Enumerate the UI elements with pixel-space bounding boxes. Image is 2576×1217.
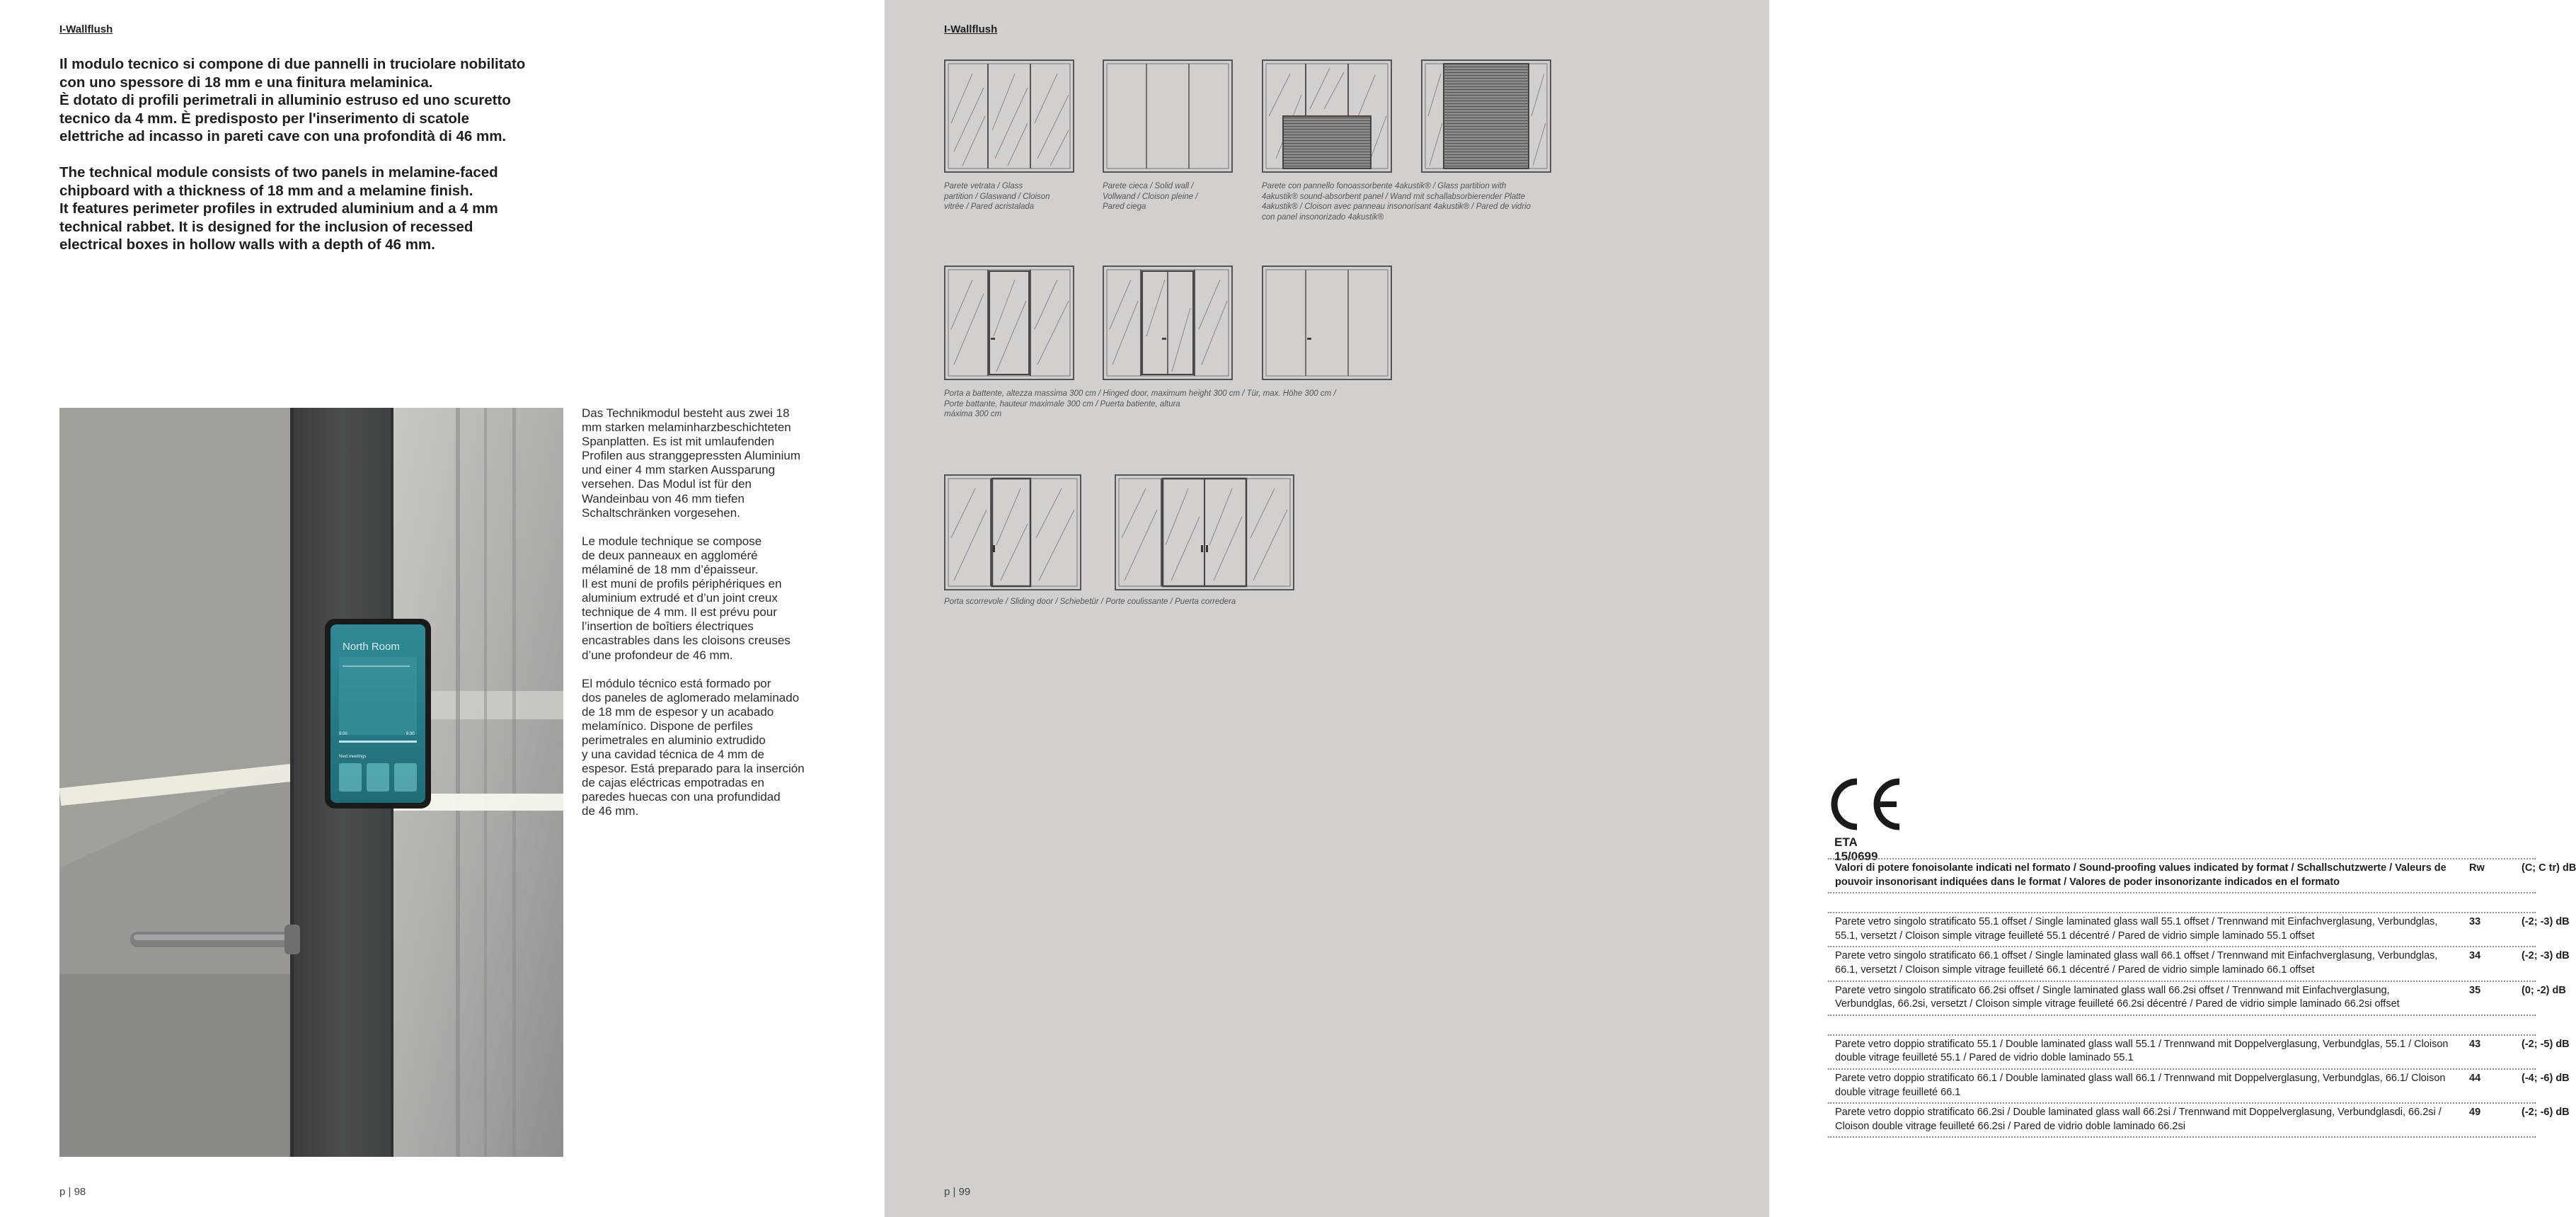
row-description: Parete vetro singolo stratificato 66.2si offset / Single laminated glass wall 66.2si offset / Trennwand mit Einfachverglasung, Verbundglas, 66.2si, versetzt / Cloison simple vitrage feuilleté 66.2si décentré / Pared de vidrio simple laminado 66.2si offset	[1835, 984, 2400, 1010]
table-row	[1828, 981, 2566, 1015]
row-description: Parete vetro singolo stratificato 55.1 offset / Single laminated glass wall 55.1 offset / Trennwand mit Einfachverglasung, Verbundglas, 55.1, versetzt / Cloison simple vitrage feuilleté 55.1 décentré / Pared de vidrio simple laminado 55.1 offset	[1835, 916, 2438, 942]
right-page	[885, 0, 2576, 1217]
body-german: Das Technikmodul besteht aus zwei 18 mm starken melaminharzbeschichteten Spanplatten. Es ist mit umlaufenden Profilen aus stranggepressten Aluminium und einer 4 mm starken Aussparung versehen. Das Modul ist für den Wandeinbau von 46 mm tiefen Schaltschränken vorgesehen.	[582, 406, 800, 520]
hinged-door-solid-drawing	[1262, 265, 1392, 380]
row-rw: 33	[2469, 916, 2481, 928]
row-c: (-2; -5) dB	[2522, 1038, 2570, 1050]
row-description: Parete vetro doppio stratificato 66.1 / Double laminated glass wall 66.1 / Trennwand mit Doppelverglasung, Verbundglas, 66.1/ Cloison double vitrage feuilleté 66.1	[1835, 1072, 2446, 1098]
multilingual-body	[582, 406, 836, 833]
row-description: Parete vetro doppio stratificato 66.2si / Double laminated glass wall 66.2si / Trennwand mit Doppelverglasung, Verbundglasdi, 66.2si / Cloison double vitrage feuilleté 66.2si / Pared de vidrio doble laminado 66.2si	[1835, 1107, 2442, 1132]
lead-italian: Il modulo tecnico si compone di due pannelli in truciolare nobilitato con uno spessore di 18 mm e una finitura melaminica. È dotato di profili perimetrali in alluminio estruso ed uno scuretto tecnico da 4 mm. È predisposto per l'inserimento di scatole elettriche ad incasso in pareti cave con una profondità di 46 mm.	[59, 56, 526, 145]
table-row	[1828, 1068, 2570, 1102]
tablet-right-label: 9:30	[406, 732, 415, 736]
page-number: p | 99	[944, 1186, 971, 1198]
table-header-row	[1828, 858, 2576, 892]
full-acoustic-panel-drawing	[1421, 59, 1551, 173]
row-rw: 44	[2469, 1072, 2481, 1084]
running-head: I-Wallflush	[59, 23, 113, 35]
body-spanish: El módulo técnico está formado por dos paneles de aglomerado melaminado de 18 mm de espesor y un acabado melamínico. Dispone de perfiles perimetrales en aluminio extrudido y una cavidad técnica de 4 mm de espesor. Está preparado para la inserción de cajas eléctricas empotradas en paredes huecas con una profundidad de 46 mm.	[582, 676, 805, 818]
tablet-section-label: Next meetings	[339, 755, 367, 759]
table-row	[1828, 946, 2570, 980]
tablet-title: North Room	[343, 641, 400, 653]
tablet-left-label: 9:00	[339, 732, 347, 736]
table-header-c: (C; C tr) dB	[2522, 862, 2576, 874]
caption-hinged-door: Porta a battente, altezza massima 300 cm / Hinged door, maximum height 300 cm / Tür, max. Höhe 300 cm / Porte battante, hauteur maximale 300 cm / Puerta batiente, altura máxima 300 cm	[944, 389, 1336, 419]
hinged-door-glass-drawing	[944, 265, 1074, 380]
table-header-rw: Rw	[2469, 862, 2485, 874]
row-c: (-2; -6) dB	[2522, 1107, 2570, 1119]
soundproofing-table	[1828, 858, 2576, 1138]
table-row	[1828, 912, 2570, 946]
sliding-door-drawing	[944, 474, 1081, 590]
row-rw: 35	[2469, 984, 2481, 996]
table-divider	[1828, 892, 2536, 912]
row-rw: 49	[2469, 1107, 2481, 1119]
caption-acoustic-panel: Parete con pannello fonoassorbente 4akustik® / Glass partition with 4akustik® sound-absorbent panel / Wand mit schallabsorbierender Platte 4akustik® / Cloison avec panneau insonorisant 4akustik® / Pared de vidrio con panel insonorizado 4akustik®	[1262, 182, 1531, 222]
caption-solid-wall: Parete cieca / Solid wall / Vollwand / Cloison pleine / Pared ciega	[1103, 182, 1198, 212]
lead-text	[59, 55, 583, 272]
row-description: Parete vetro singolo stratificato 66.1 offset / Single laminated glass wall 66.1 offset / Trennwand mit Einfachverglasung, Verbundglas, 66.1, versetzt / Cloison simple vitrage feuilleté 66.1 décentré / Pared de vidrio simple laminado 66.1 offset	[1835, 950, 2438, 976]
table-row	[1828, 1034, 2570, 1068]
left-page	[0, 0, 885, 1217]
row-c: (-4; -6) dB	[2522, 1072, 2570, 1084]
caption-sliding-door: Porta scorrevole / Sliding door / Schiebetür / Porte coulissante / Puerta corredera	[944, 598, 1236, 606]
row-c: (-2; -3) dB	[2522, 950, 2570, 962]
row-c: (-2; -3) dB	[2522, 916, 2570, 928]
caption-glass-partition: Parete vetrata / Glass partition / Glaswand / Cloison vitrée / Pared acristalada	[944, 182, 1050, 212]
double-sliding-door-drawing	[1115, 474, 1294, 590]
row-c: (0; -2) dB	[2522, 984, 2566, 996]
product-photo	[59, 408, 563, 1157]
body-french: Le module technique se compose de deux panneaux en aggloméré mélaminé de 18 mm d’épaisseur. Il est muni de profils périphériques en aluminium extrudé et d’un joint creux technique de 4 mm. Il est prévu pour l’insertion de boîtiers électriques encastrables dans les cloisons creuses d’une profondeur de 46 mm.	[582, 534, 790, 662]
table-row	[1828, 1102, 2570, 1136]
table-divider	[1828, 1015, 2536, 1034]
page-number: p | 98	[59, 1186, 86, 1198]
acoustic-panel-partition-drawing	[1262, 59, 1392, 173]
double-hinged-door-drawing	[1103, 265, 1233, 380]
row-rw: 43	[2469, 1038, 2481, 1050]
ce-mark-icon	[1829, 776, 1907, 833]
row-rw: 34	[2469, 950, 2481, 962]
table-header-description: Valori di potere fonoisolante indicati nel formato / Sound-proofing values indicated by format / Schallschutzwerte / Valeurs de pouvoir insonorisant indiquées dans le format / Valores de poder insonorizante indicados en el formato	[1835, 862, 2446, 888]
eta-code: ETA 15/0699	[1834, 835, 1878, 863]
solid-wall-drawing	[1103, 59, 1233, 173]
glass-partition-drawing	[944, 59, 1074, 173]
row-description: Parete vetro doppio stratificato 55.1 / Double laminated glass wall 55.1 / Trennwand mit Doppelverglasung, Verbundglas, 55.1 / Cloison double vitrage feuilleté 55.1 / Pared de vidrio doble laminado 55.1	[1835, 1038, 2449, 1064]
lead-english: The technical module consists of two panels in melamine-faced chipboard with a thickness of 18 mm and a melamine finish. It features perimeter profiles in extruded aluminium and a 4 mm technical rabbet. It is designed for the inclusion of recessed electrical boxes in hollow walls with a depth of 46 mm.	[59, 164, 498, 253]
running-head: I-Wallflush	[944, 23, 998, 35]
table-divider	[1828, 1136, 2536, 1138]
